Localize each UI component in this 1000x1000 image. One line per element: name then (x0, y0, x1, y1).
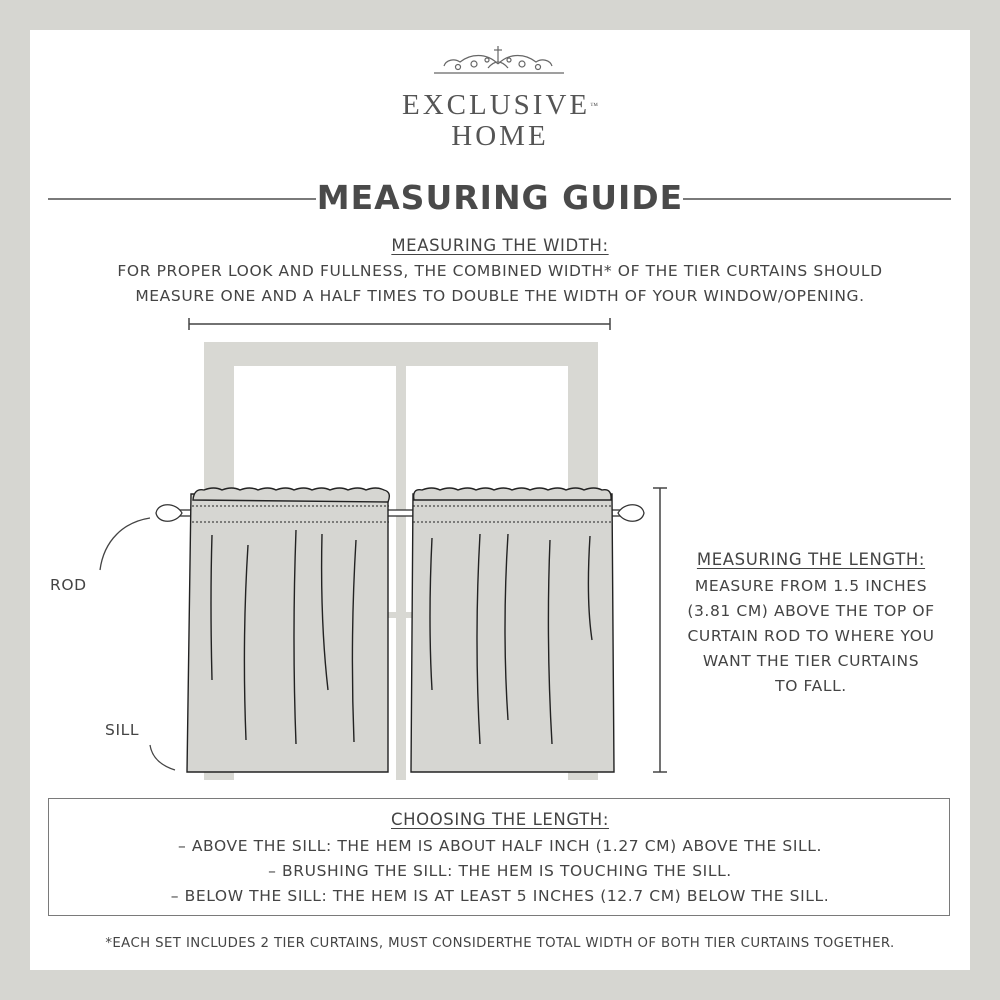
length-text-line-4: WANT THE TIER CURTAINS (702, 652, 920, 670)
choosing-line-1: – ABOVE THE SILL: THE HEM IS ABOUT HALF INCH (1.27 CM) ABOVE THE SILL. (177, 837, 823, 855)
width-heading: MEASURING THE WIDTH: (391, 236, 609, 255)
length-text-line-1: MEASURE FROM 1.5 INCHES (694, 577, 928, 595)
sill-callout-line (150, 745, 175, 770)
rod-label: ROD (50, 576, 87, 594)
width-dimension-line (189, 318, 610, 330)
trademark: ™ (590, 101, 598, 110)
length-text-line-5: TO FALL. (775, 677, 847, 695)
width-text-line-2: MEASURE ONE AND A HALF TIMES TO DOUBLE THE WIDTH OF YOUR WINDOW/OPENING. (135, 287, 865, 305)
choosing-line-3: – BELOW THE SILL: THE HEM IS AT LEAST 5 INCHES (12.7 CM) BELOW THE SILL. (170, 887, 830, 905)
brand-logo (0, 48, 1000, 152)
length-text-line-3: CURTAIN ROD TO WHERE YOU (687, 627, 935, 645)
rod-callout-line (100, 518, 150, 570)
left-tier-curtain (187, 488, 389, 772)
width-text-line-1: FOR PROPER LOOK AND FULLNESS, THE COMBINED WIDTH* OF THE TIER CURTAINS SHOULD (117, 262, 883, 280)
choosing-line-2: – BRUSHING THE SILL: THE HEM IS TOUCHING THE SILL. (268, 862, 732, 880)
right-tier-curtain (411, 488, 614, 772)
sill-label: SILL (105, 721, 140, 739)
footnote: *EACH SET INCLUDES 2 TIER CURTAINS, MUST CONSIDERTHE TOTAL WIDTH OF BOTH TIER CURTAINS TOGETHER. (105, 936, 895, 951)
brand-line-2: HOME (451, 120, 549, 152)
length-dimension-line (653, 488, 667, 772)
brand-line-1: EXCLUSIVE (402, 89, 591, 121)
page-title: MEASURING GUIDE (316, 178, 684, 217)
length-text-line-2: (3.81 CM) ABOVE THE TOP OF (687, 602, 935, 620)
length-heading: MEASURING THE LENGTH: (696, 550, 926, 569)
choosing-heading: CHOOSING THE LENGTH: (391, 810, 609, 829)
